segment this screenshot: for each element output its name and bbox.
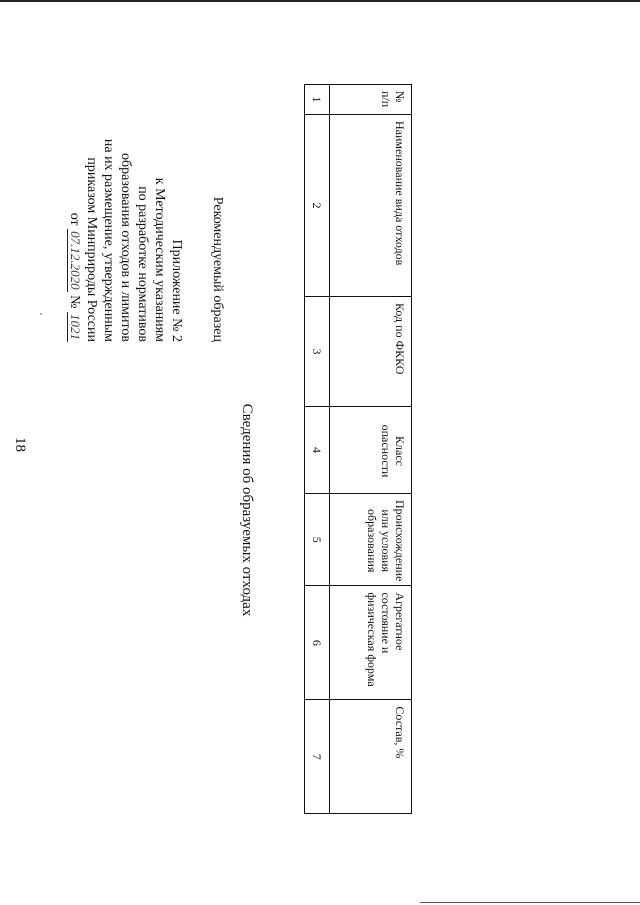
column-number-cell: 4	[305, 407, 330, 494]
header-cell-waste-name: Наименование вида отходов	[330, 115, 412, 297]
column-number-cell: 7	[305, 700, 330, 814]
header-cell-composition: Состав, %	[330, 700, 412, 814]
appendix-line: на их размещение, утвержденным	[101, 138, 116, 342]
table-title: Сведения об образуемых отходах	[239, 403, 255, 617]
column-number-cell: 1	[305, 85, 330, 115]
column-number-cell: 2	[305, 115, 330, 297]
header-cell-origin: Происхождение или условия образования	[330, 494, 412, 586]
table-row	[305, 85, 330, 814]
waste-table	[304, 84, 412, 814]
column-number-cell: 3	[305, 297, 330, 407]
appendix-line: по разработке нормативов	[135, 186, 150, 342]
order-number: 1021	[68, 314, 83, 340]
page-number: 18	[12, 437, 28, 452]
header-cell-hazard-class: Класс опасности	[330, 407, 412, 494]
appendix-line: Приложение № 2	[169, 239, 184, 342]
appendix-line: к Методическим указаниям	[152, 177, 167, 342]
order-prefix: от	[67, 212, 82, 226]
header-cell-number: № п/п	[330, 85, 412, 115]
header-cell-aggregate-state: Агрегатное состояние и физическая форма	[330, 586, 412, 700]
appendix-line: приказом Минприроды России	[84, 157, 99, 342]
recommended-label: Рекомендуемый образец	[210, 196, 225, 342]
appendix-header	[66, 42, 185, 342]
header-cell-fkko-code: Код по ФККО	[330, 297, 412, 407]
column-number-cell: 6	[305, 586, 330, 700]
order-date: 07.12.2020	[68, 231, 83, 290]
appendix-line: образования отходов и лимитов	[118, 153, 133, 342]
column-number-cell: 5	[305, 494, 330, 586]
order-number-prefix: №	[67, 295, 82, 309]
table-header-row	[330, 85, 412, 814]
order-line	[66, 42, 83, 342]
